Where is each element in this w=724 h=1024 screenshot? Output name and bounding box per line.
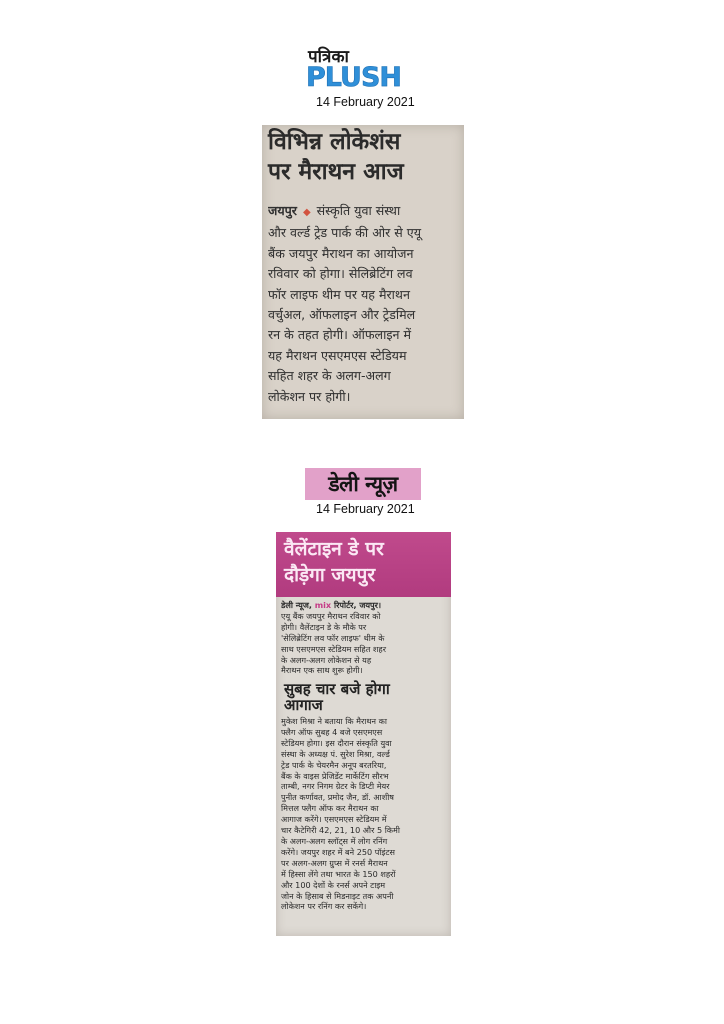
clip2-body-line: बैंक के वाइस प्रेजिडेंट मार्केटिंग सौरभ: [281, 770, 389, 781]
clip2-body-line: आगाज करेंगे। एसएमएस स्टेडियम में: [281, 814, 387, 825]
clip1-headline-line: पर मैराथन आज: [268, 159, 404, 185]
daily-news-logo: [305, 468, 421, 500]
clip1-body-line: बैंक जयपुर मैराथन का आयोजन: [268, 245, 414, 261]
clip2-body-line: ट्रेड पार्क के चेयरमैन अनूप बरतरिया,: [281, 759, 387, 770]
clip2-body-line: संस्था के अध्यक्ष पं. सुरेश मिश्रा, वर्ल्ड: [281, 748, 390, 759]
clip1-body-line: लोकेशन पर होगी।: [268, 388, 351, 404]
clip2-body-line: लोकेशन पर रनिंग कर सकेंगे।: [281, 901, 367, 912]
clip2-headline-line: वैलेंटाइन डे पर: [284, 538, 384, 560]
clip2-intro: [281, 600, 446, 676]
clip1-city: जयपुर: [268, 203, 297, 218]
clip2-subheading-line: सुबह चार बजे होगा: [284, 680, 390, 698]
clip1-headline-line: विभिन्न लोकेशंस: [268, 129, 401, 155]
diamond-icon: ◆: [302, 207, 311, 218]
clip1-headline: [268, 127, 460, 187]
patrika-logo-plus: PLUSH: [306, 62, 401, 93]
clip2-body-line: जोन के हिसाब से मिडनाइट तक अपनी: [281, 890, 394, 901]
dailynews-news-clipping: [276, 532, 451, 936]
daily-news-logo-text: डेली न्यूज़: [328, 472, 398, 496]
clip2-intro-line: साथ एसएमएस स्टेडियम सहित शहर: [281, 643, 387, 654]
clip2-body-line: मुकेश मिश्रा ने बताया कि मैराथन का: [281, 716, 387, 726]
clip2-byline-brand: mix: [314, 600, 332, 610]
clip1-body-line: और वर्ल्ड ट्रेड पार्क की ओर से एयू: [268, 225, 422, 241]
clip1-body-first: संस्कृति युवा संस्था: [316, 203, 401, 218]
clip2-body-line: पुनीत कर्णावत, प्रमोद जैन, डॉ. आशीष: [281, 792, 394, 803]
clip1-body-line: सहित शहर के अलग-अलग: [268, 368, 391, 384]
clip2-byline: [281, 600, 446, 611]
clip2-body: [281, 716, 446, 912]
clip2-body-line: फ्लैग ऑफ सुबह 4 बजे एसएमएस: [281, 726, 383, 737]
clip2-subheading: [284, 681, 449, 713]
clip2-body-line: के अलग-अलग स्लॉट्स में लोग रनिंग: [281, 835, 388, 846]
clip1-body-line: रविवार को होगा। सेलिब्रेटिंग लव: [268, 266, 413, 282]
clip2-intro-line: 'सेलिब्रेटिंग लव फॉर लाइफ' थीम के: [281, 632, 385, 643]
clip1-body-line: रन के तहत होगी। ऑफलाइन में: [268, 327, 412, 343]
clip2-body-line: स्टेडियम होगा। इस दौरान संस्कृति युवा: [281, 737, 392, 748]
patrika-date: 14 February 2021: [316, 95, 415, 109]
clip2-body-line: में हिस्सा लेंगे तथा भारत के 150 शहरों: [281, 868, 396, 879]
clip2-body-line: चार कैटेगिरी 42, 21, 10 और 5 किमी: [281, 825, 400, 836]
clip2-body-line: और 100 देशों के रनर्स अपने टाइम: [281, 879, 386, 890]
dailynews-date: 14 February 2021: [316, 502, 415, 516]
clip1-body-line: वर्चुअल, ऑफलाइन और ट्रेडमिल: [268, 307, 416, 323]
clip2-intro-line: के अलग-अलग लोकेशन से यह: [281, 654, 372, 665]
clip2-body-line: ताम्बी, नगर निगम ग्रेटर के डिप्टी मेयर: [281, 781, 390, 792]
clip1-body: [268, 201, 460, 407]
patrika-plus-logo: [306, 44, 426, 94]
clip2-body-line: पर अलग-अलग ग्रुप्स में रनर्स मैराथन: [281, 857, 388, 868]
clip2-byline-pre: डेली न्यूज,: [281, 600, 315, 610]
clip2-intro-line: होगी। वैलेंटाइन डे के मौके पर: [281, 621, 367, 632]
clip2-headline-line: दौड़ेगा जयपुर: [284, 564, 376, 586]
clip1-body-line: यह मैराथन एसएमएस स्टेडियम: [268, 347, 407, 363]
clip2-body-line: मित्तल फ्लैग ऑफ कर मैराथन का: [281, 803, 379, 814]
clip1-body-line: फॉर लाइफ थीम पर यह मैराथन: [268, 286, 410, 302]
clip2-byline-post: रिपोर्टर, जयपुर।: [331, 600, 382, 610]
clip1-body-line: [268, 201, 460, 223]
clip2-intro-line: एयू बैंक जयपुर मैराथन रविवार को: [281, 610, 381, 621]
clip2-headline-banner: [276, 532, 451, 597]
clip2-intro-line: मैराथन एक साथ शुरू होगी।: [281, 665, 363, 676]
patrika-news-clipping: [262, 125, 464, 419]
patrika-logo-hindi: पत्रिका: [308, 47, 349, 67]
clip2-body-line: करेंगे। जयपुर शहर में बने 250 पॉइंटस: [281, 846, 395, 857]
clip2-subheading-line: आगाज: [284, 696, 323, 714]
